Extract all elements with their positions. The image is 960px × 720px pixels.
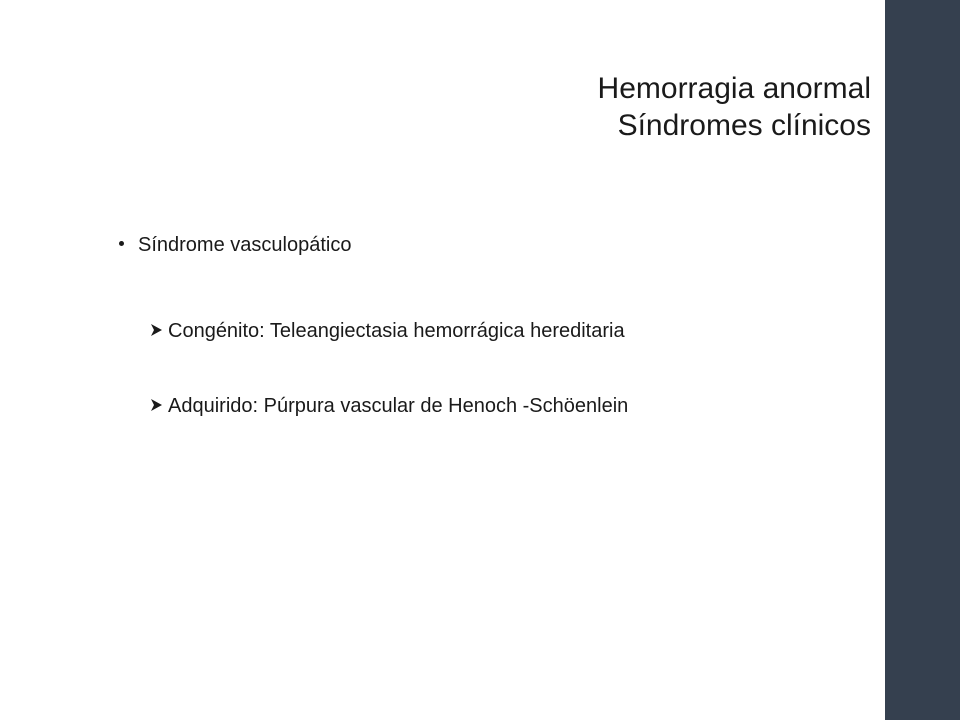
arrow-bullet-icon [150, 398, 163, 412]
sub-bullet-text: Adquirido: Púrpura vascular de Henoch -Schöenlein [168, 395, 629, 417]
sub-bullet-item [150, 392, 628, 420]
bullet-text: Síndrome vasculopático [138, 234, 352, 256]
bullet-dot-icon [119, 241, 124, 246]
sub-bullet-text: Congénito: Teleangiectasia hemorrágica hereditaria [168, 320, 625, 342]
title-line-1: Hemorragia anormal [597, 72, 871, 105]
title-line-2: Síndromes clínicos [617, 109, 871, 142]
sub-bullet-item [150, 317, 625, 345]
bullet-item [119, 231, 351, 259]
side-accent-bar [885, 0, 960, 720]
arrow-bullet-icon [150, 323, 163, 337]
